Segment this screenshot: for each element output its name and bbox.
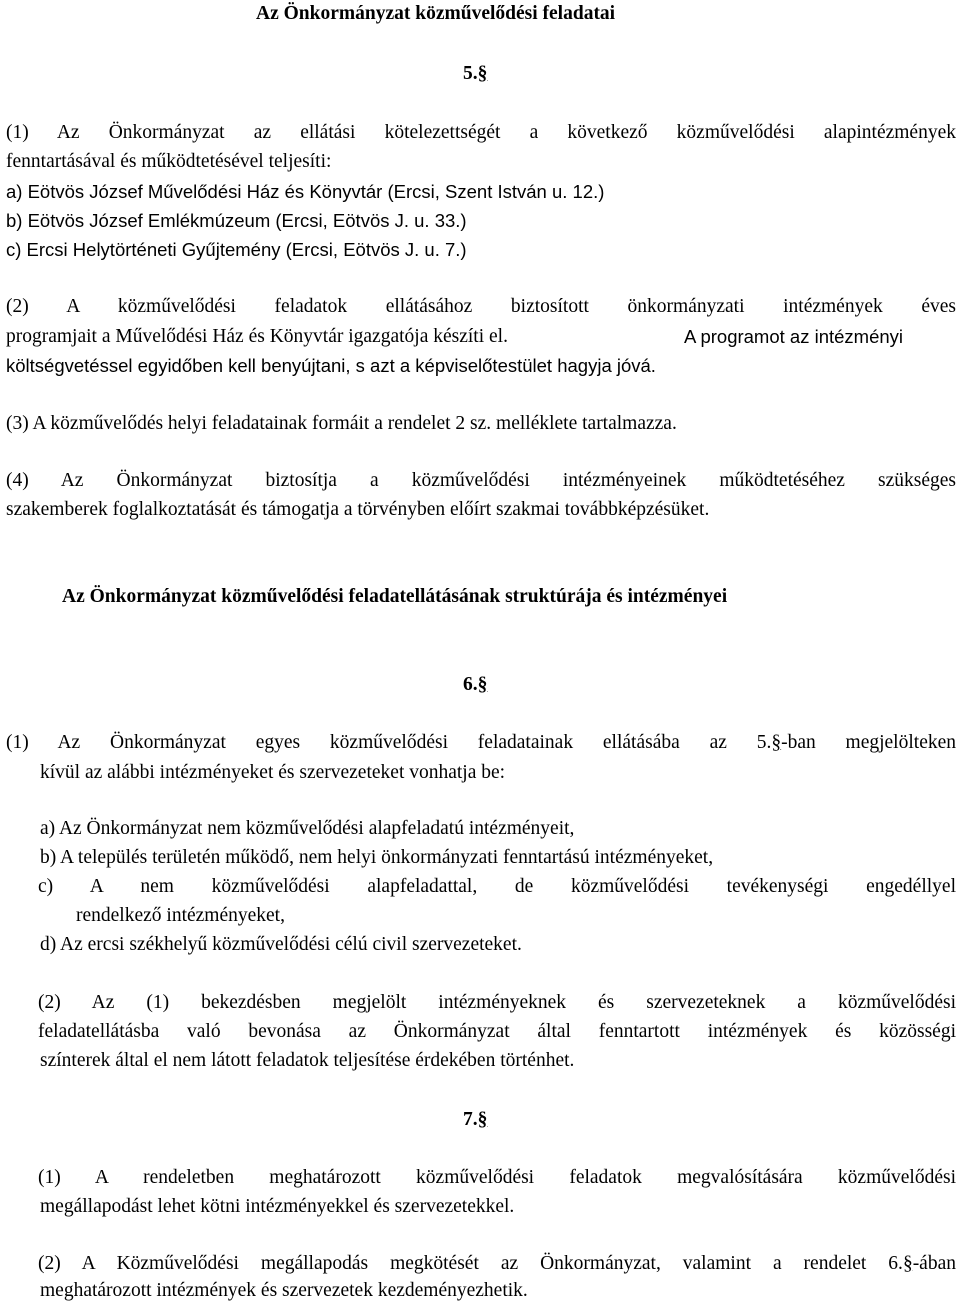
section-sign: §	[477, 674, 488, 695]
s7-p1-line1: (1) A rendeletben meghatározott közművelődési feladatok megvalósítására közművelődési	[38, 1167, 956, 1188]
s5-item-a: a) Eötvös József Művelődési Ház és Könyvtár (Ercsi, Szent István u. 12.)	[6, 181, 605, 202]
paragraph-number-7	[463, 1109, 487, 1131]
s5-item-c: c) Ercsi Helytörténeti Gyűjtemény (Ercsi, Eötvös J. u. 7.)	[6, 239, 467, 260]
s6-p2-line2: feladatellátásba való bevonása az Önkormányzat által fenntartott intézmények és közösségi	[38, 1021, 956, 1042]
paragraph-number-6	[463, 674, 487, 696]
s6-p2-line1: (2) Az (1) bekezdésben megjelölt intézményeknek és szervezeteknek a közművelődési	[38, 992, 956, 1013]
s6-item-d: d) Az ercsi székhelyű közművelődési célú civil szervezeteket.	[40, 934, 522, 955]
s5-p2-line1: (2) A közművelődési feladatok ellátásához biztosított önkormányzati intézmények éves	[6, 296, 956, 317]
s5-p1-line1: (1) Az Önkormányzat az ellátási kötelezettségét a következő közművelődési alapintézmények	[6, 122, 956, 143]
s6-p1-line2: kívül az alábbi intézményeket és szervezeteket vonhatja be:	[40, 762, 506, 783]
section-title-struktura: Az Önkormányzat közművelődési feladatellátásának struktúrája és intézményei	[62, 586, 728, 607]
s5-p2-line3: költségvetéssel egyidőben kell benyújtani, s azt a képviselőtestület hagyja jóvá.	[6, 355, 656, 376]
section-sign: §	[771, 732, 782, 753]
s6-p2-line3: színterek által el nem látott feladatok teljesítése érdekében történhet.	[40, 1050, 575, 1071]
s6-item-c-line1: c) A nem közművelődési alapfeladattal, de közművelődési tevékenységi engedéllyel	[38, 876, 956, 897]
section-sign: §	[477, 1109, 488, 1130]
s7-p2-line2: meghatározott intézmények és szervezetek kezdeményezhetik.	[40, 1280, 528, 1301]
paragraph-number: 6.	[463, 674, 478, 695]
s6-item-b: b) A település területén működő, nem helyi önkormányzati fenntartású intézményeket,	[40, 847, 714, 868]
s5-p4-line2: szakemberek foglalkoztatását és támogatja a törvényben előírt szakmai továbbképzésüket.	[6, 499, 710, 520]
section-sign: §	[902, 1253, 913, 1274]
paragraph-number-5	[463, 63, 487, 85]
s7-p2-line1: (2) A Közművelődési megállapodás megkötését az Önkormányzat, valamint a rendelet 6.§-ában	[38, 1253, 956, 1274]
section-sign: §	[477, 63, 488, 84]
section-title-feladatai: Az Önkormányzat közművelődési feladatai	[256, 3, 616, 24]
s5-p2-line2-sans: A programot az intézményi	[684, 326, 904, 347]
s5-p2-line2: programjait a Művelődési Ház és Könyvtár igazgatója készíti el.	[6, 326, 508, 347]
s5-item-b: b) Eötvös József Emlékmúzeum (Ercsi, Eötvös J. u. 33.)	[6, 210, 467, 231]
s7-p1-line2: megállapodást lehet kötni intézményekkel és szervezetekkel.	[40, 1196, 515, 1217]
s5-p1-line2: fenntartásával és működtetésével teljesíti:	[6, 151, 332, 172]
paragraph-number: 7.	[463, 1109, 478, 1130]
paragraph-number: 5.	[463, 63, 478, 84]
s6-p1-line1: (1) Az Önkormányzat egyes közművelődési feladatainak ellátásába az 5.§-ban megjelölteken	[6, 732, 956, 753]
s5-p4-line1: (4) Az Önkormányzat biztosítja a közművelődési intézményeinek működtetéséhez szükséges	[6, 470, 956, 491]
s5-p3: (3) A közművelődés helyi feladatainak formáit a rendelet 2 sz. melléklete tartalmazza.	[6, 413, 677, 434]
s6-item-a: a) Az Önkormányzat nem közművelődési alapfeladatú intézményeit,	[40, 818, 575, 839]
s6-item-c-line2: rendelkező intézményeket,	[76, 905, 285, 926]
